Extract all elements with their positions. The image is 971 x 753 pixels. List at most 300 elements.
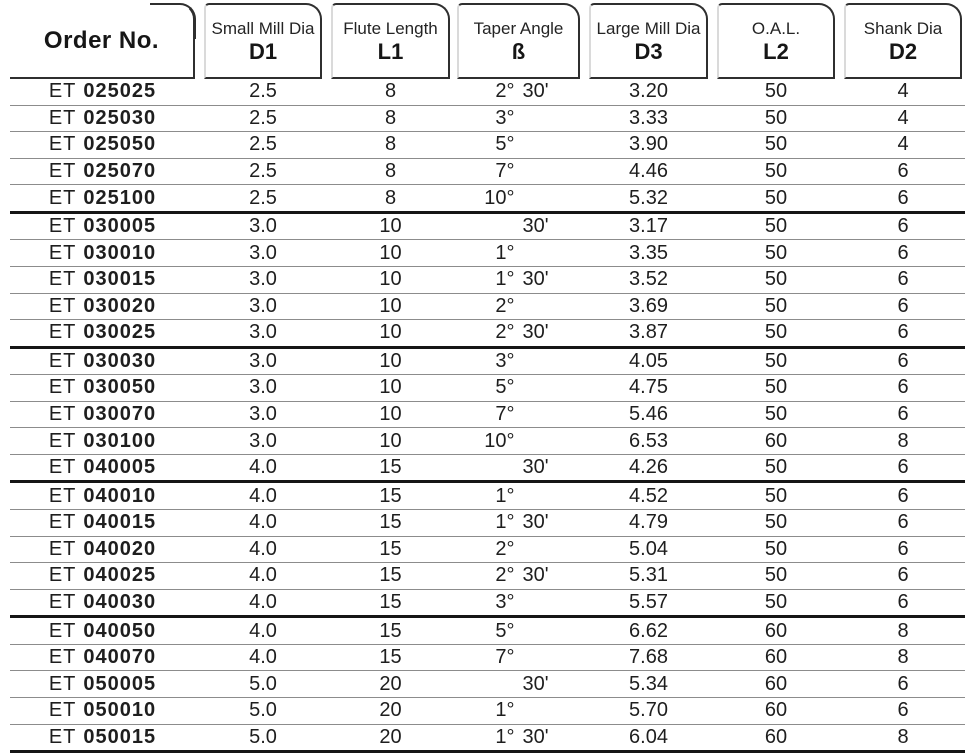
shank-dia-cell: 6 — [897, 159, 909, 182]
order-no-cell — [10, 159, 195, 185]
shank-dia-cell: 4 — [897, 80, 909, 103]
column-symbol: D1 — [248, 38, 278, 64]
taper-degrees: 5° — [495, 133, 515, 156]
order-prefix: ET — [48, 537, 77, 560]
taper-angle-cell — [457, 294, 580, 320]
small-mill-dia-cell: 3.0 — [249, 215, 277, 238]
taper-degrees: 5° — [495, 376, 515, 399]
flute-length-cell: 10 — [379, 241, 402, 264]
oal-cell: 50 — [764, 511, 788, 534]
oal-cell: 50 — [764, 106, 788, 129]
table-row — [10, 510, 965, 537]
small-mill-dia-cell: 2.5 — [249, 133, 277, 156]
small-mill-dia-cell: 3.0 — [249, 403, 277, 426]
small-mill-dia-cell: 3.0 — [249, 376, 277, 399]
shank-dia-cell: 8 — [897, 619, 909, 642]
small-mill-dia-cell: 3.0 — [249, 429, 277, 452]
large-mill-dia-cell: 4.46 — [629, 159, 668, 182]
order-no-cell — [10, 79, 195, 105]
shank-dia-cell: 6 — [897, 511, 909, 534]
column-symbol: D3 — [634, 38, 663, 64]
shank-dia-cell: 6 — [897, 349, 909, 372]
order-prefix: ET — [48, 321, 77, 344]
order-no-cell — [10, 106, 195, 132]
taper-angle-cell — [457, 106, 580, 132]
flute-length-cell: 8 — [384, 106, 397, 129]
flute-length-cell: 15 — [379, 646, 402, 669]
taper-degrees: 3° — [495, 106, 515, 129]
table-row — [10, 132, 965, 159]
oal-cell: 50 — [764, 215, 788, 238]
taper-degrees: 2° — [495, 564, 515, 587]
taper-minutes: 30' — [522, 456, 549, 479]
order-prefix: ET — [48, 672, 77, 695]
order-prefix: ET — [48, 456, 77, 479]
table-row — [10, 294, 965, 321]
table-row — [10, 402, 965, 429]
taper-angle-cell — [457, 671, 580, 697]
shank-dia-cell: 8 — [897, 725, 909, 748]
taper-angle-cell — [457, 402, 580, 428]
oal-cell: 60 — [764, 699, 788, 722]
table-row — [10, 645, 965, 672]
shank-dia-cell: 6 — [897, 268, 909, 291]
shank-dia-cell: 6 — [897, 484, 909, 507]
order-no-cell — [10, 483, 195, 509]
oal-cell: 50 — [764, 159, 788, 182]
large-mill-dia-cell: 6.53 — [629, 429, 668, 452]
small-mill-dia-cell: 4.0 — [249, 484, 277, 507]
large-mill-dia-cell: 3.90 — [629, 133, 668, 156]
flute-length-cell: 10 — [379, 294, 402, 317]
taper-angle-cell — [457, 428, 580, 454]
taper-degrees: 2° — [495, 321, 515, 344]
large-mill-dia-cell: 5.32 — [629, 186, 668, 209]
order-prefix: ET — [48, 484, 77, 507]
taper-degrees: 7° — [495, 159, 515, 182]
order-number: 030010 — [83, 241, 157, 264]
order-prefix: ET — [48, 241, 77, 264]
taper-angle-cell — [457, 537, 580, 563]
table-row — [10, 563, 965, 590]
order-no-cell — [10, 537, 195, 563]
table-row — [10, 698, 965, 725]
shank-dia-cell: 6 — [897, 186, 909, 209]
order-number: 040070 — [83, 646, 157, 669]
table-row — [10, 106, 965, 133]
order-prefix: ET — [48, 646, 77, 669]
order-no-cell — [10, 214, 195, 240]
order-no-cell — [10, 428, 195, 454]
column-title: Taper Angle — [473, 18, 564, 38]
table-row — [10, 214, 965, 241]
order-no-cell — [10, 375, 195, 401]
order-prefix: ET — [48, 376, 77, 399]
oal-cell: 50 — [764, 484, 788, 507]
order-prefix: ET — [48, 403, 77, 426]
large-mill-dia-cell: 3.33 — [629, 106, 668, 129]
order-prefix: ET — [48, 564, 77, 587]
table-row — [10, 79, 965, 106]
flute-length-cell: 8 — [384, 159, 397, 182]
oal-cell: 50 — [764, 403, 788, 426]
flute-length-cell: 10 — [379, 429, 402, 452]
large-mill-dia-cell: 7.68 — [629, 646, 668, 669]
large-mill-dia-cell: 5.70 — [629, 699, 668, 722]
shank-dia-cell: 6 — [897, 564, 909, 587]
order-prefix: ET — [48, 80, 77, 103]
small-mill-dia-cell: 5.0 — [249, 725, 277, 748]
small-mill-dia-cell: 4.0 — [249, 537, 277, 560]
header-flute-length — [331, 3, 450, 79]
flute-length-cell: 15 — [379, 511, 402, 534]
taper-degrees: 1° — [495, 511, 515, 534]
order-number: 040025 — [83, 564, 157, 587]
taper-degrees: 5° — [495, 619, 515, 642]
taper-angle-cell — [457, 132, 580, 158]
order-number: 030005 — [83, 215, 157, 238]
flute-length-cell: 8 — [384, 186, 397, 209]
order-prefix: ET — [48, 159, 77, 182]
table-row — [10, 671, 965, 698]
small-mill-dia-cell: 5.0 — [249, 699, 277, 722]
table-row — [10, 455, 965, 484]
column-title: Small Mill Dia — [211, 18, 315, 38]
order-prefix: ET — [48, 349, 77, 372]
flute-length-cell: 10 — [379, 268, 402, 291]
taper-angle-cell — [457, 349, 580, 375]
column-symbol: D2 — [888, 38, 918, 64]
order-number: 040010 — [83, 484, 157, 507]
order-no-cell — [10, 349, 195, 375]
taper-angle-cell — [457, 214, 580, 240]
oal-cell: 50 — [764, 186, 788, 209]
small-mill-dia-cell: 5.0 — [249, 672, 277, 695]
order-number: 025050 — [83, 133, 157, 156]
order-no-cell — [10, 510, 195, 536]
order-prefix: ET — [48, 429, 77, 452]
order-number: 025100 — [83, 186, 157, 209]
order-number: 050015 — [83, 725, 157, 748]
taper-angle-cell — [457, 79, 580, 105]
order-prefix: ET — [48, 268, 77, 291]
taper-degrees: 10° — [484, 186, 515, 209]
taper-minutes: 30' — [522, 80, 549, 103]
large-mill-dia-cell: 3.52 — [629, 268, 668, 291]
oal-cell: 50 — [764, 268, 788, 291]
oal-cell: 50 — [764, 349, 788, 372]
column-title: Flute Length — [343, 18, 438, 38]
small-mill-dia-cell: 2.5 — [249, 186, 277, 209]
order-number: 030015 — [83, 268, 157, 291]
oal-cell: 60 — [764, 725, 788, 748]
taper-angle-cell — [457, 375, 580, 401]
oal-cell: 50 — [764, 321, 788, 344]
order-number: 050010 — [83, 699, 157, 722]
large-mill-dia-cell: 4.26 — [629, 456, 668, 479]
shank-dia-cell: 4 — [897, 133, 909, 156]
table-row — [10, 159, 965, 186]
small-mill-dia-cell: 4.0 — [249, 590, 277, 613]
column-title: O.A.L. — [751, 18, 801, 38]
order-prefix: ET — [48, 186, 77, 209]
header-large-mill-dia — [589, 3, 708, 79]
flute-length-cell: 15 — [379, 537, 402, 560]
shank-dia-cell: 6 — [897, 590, 909, 613]
table-row — [10, 483, 965, 510]
column-title: Order No. — [43, 27, 160, 54]
taper-degrees: 1° — [495, 484, 515, 507]
order-prefix: ET — [48, 106, 77, 129]
order-prefix: ET — [48, 725, 77, 748]
taper-degrees: 2° — [495, 294, 515, 317]
taper-angle-cell — [457, 698, 580, 724]
column-symbol: L2 — [763, 38, 789, 64]
taper-degrees: 2° — [495, 537, 515, 560]
order-no-cell — [10, 671, 195, 697]
large-mill-dia-cell: 6.04 — [629, 725, 668, 748]
oal-cell: 50 — [764, 133, 788, 156]
large-mill-dia-cell: 4.05 — [629, 349, 668, 372]
taper-degrees: 1° — [495, 699, 515, 722]
taper-angle-cell — [457, 159, 580, 185]
small-mill-dia-cell: 2.5 — [249, 80, 277, 103]
order-number: 030050 — [83, 376, 157, 399]
flute-length-cell: 20 — [379, 672, 402, 695]
order-no-cell — [10, 725, 195, 751]
taper-angle-cell — [457, 590, 580, 616]
flute-length-cell: 15 — [379, 590, 402, 613]
order-number: 040020 — [83, 537, 157, 560]
shank-dia-cell: 8 — [897, 646, 909, 669]
table-row — [10, 240, 965, 267]
taper-degrees: 10° — [484, 429, 515, 452]
large-mill-dia-cell: 5.04 — [629, 537, 668, 560]
taper-angle-cell — [457, 455, 580, 481]
flute-length-cell: 10 — [379, 376, 402, 399]
taper-minutes: 30' — [522, 564, 549, 587]
taper-minutes: 30' — [522, 725, 549, 748]
flute-length-cell: 15 — [379, 484, 402, 507]
flute-length-cell: 8 — [384, 133, 397, 156]
order-number: 040015 — [83, 511, 157, 534]
taper-minutes: 30' — [522, 268, 549, 291]
large-mill-dia-cell: 3.17 — [629, 215, 668, 238]
order-no-cell — [10, 402, 195, 428]
oal-cell: 50 — [764, 241, 788, 264]
order-no-cell — [10, 294, 195, 320]
flute-length-cell: 10 — [379, 349, 402, 372]
taper-degrees: 1° — [495, 241, 515, 264]
header-order-no — [10, 3, 195, 79]
table-row — [10, 725, 965, 753]
taper-angle-cell — [457, 618, 580, 644]
shank-dia-cell: 6 — [897, 403, 909, 426]
taper-angle-cell — [457, 563, 580, 589]
small-mill-dia-cell: 4.0 — [249, 511, 277, 534]
large-mill-dia-cell: 5.57 — [629, 590, 668, 613]
large-mill-dia-cell: 3.87 — [629, 321, 668, 344]
table-row — [10, 618, 965, 645]
order-prefix: ET — [48, 294, 77, 317]
flute-length-cell: 10 — [379, 321, 402, 344]
header-oal — [717, 3, 835, 79]
shank-dia-cell: 6 — [897, 294, 909, 317]
order-no-cell — [10, 240, 195, 266]
column-symbol: ß — [511, 38, 526, 64]
small-mill-dia-cell: 3.0 — [249, 294, 277, 317]
taper-angle-cell — [457, 320, 580, 346]
flute-length-cell: 8 — [384, 80, 397, 103]
flute-length-cell: 15 — [379, 619, 402, 642]
large-mill-dia-cell: 3.35 — [629, 241, 668, 264]
taper-minutes: 30' — [522, 215, 549, 238]
taper-degrees: 1° — [495, 725, 515, 748]
oal-cell: 50 — [764, 80, 788, 103]
taper-degrees: 2° — [495, 80, 515, 103]
order-number: 025025 — [83, 80, 157, 103]
table-row — [10, 349, 965, 376]
table-row — [10, 428, 965, 455]
taper-angle-cell — [457, 483, 580, 509]
taper-degrees: 1° — [495, 268, 515, 291]
shank-dia-cell: 6 — [897, 456, 909, 479]
large-mill-dia-cell: 6.62 — [629, 619, 668, 642]
small-mill-dia-cell: 4.0 — [249, 619, 277, 642]
order-no-cell — [10, 590, 195, 616]
order-no-cell — [10, 618, 195, 644]
shank-dia-cell: 8 — [897, 429, 909, 452]
order-no-cell — [10, 455, 195, 481]
oal-cell: 50 — [764, 564, 788, 587]
order-prefix: ET — [48, 215, 77, 238]
order-number: 030100 — [83, 429, 157, 452]
order-number: 040030 — [83, 590, 157, 613]
oal-cell: 60 — [764, 672, 788, 695]
order-number: 025030 — [83, 106, 157, 129]
order-number: 030020 — [83, 294, 157, 317]
table-row — [10, 320, 965, 349]
taper-minutes: 30' — [522, 672, 549, 695]
table-body — [10, 79, 965, 753]
order-no-cell — [10, 563, 195, 589]
order-no-cell — [10, 267, 195, 293]
order-number: 030070 — [83, 403, 157, 426]
order-number: 040005 — [83, 456, 157, 479]
table-row — [10, 185, 965, 214]
shank-dia-cell: 6 — [897, 537, 909, 560]
oal-cell: 60 — [764, 646, 788, 669]
header-shank-dia — [844, 3, 962, 79]
oal-cell: 50 — [764, 537, 788, 560]
large-mill-dia-cell: 5.46 — [629, 403, 668, 426]
small-mill-dia-cell: 2.5 — [249, 159, 277, 182]
table-row — [10, 267, 965, 294]
oal-cell: 50 — [764, 590, 788, 613]
order-prefix: ET — [48, 511, 77, 534]
oal-cell: 60 — [764, 429, 788, 452]
flute-length-cell: 15 — [379, 564, 402, 587]
small-mill-dia-cell: 3.0 — [249, 321, 277, 344]
order-prefix: ET — [48, 590, 77, 613]
large-mill-dia-cell: 5.31 — [629, 564, 668, 587]
taper-degrees: 7° — [495, 403, 515, 426]
order-prefix: ET — [48, 133, 77, 156]
oal-cell: 50 — [764, 456, 788, 479]
taper-degrees: 3° — [495, 590, 515, 613]
taper-angle-cell — [457, 240, 580, 266]
small-mill-dia-cell: 4.0 — [249, 564, 277, 587]
shank-dia-cell: 6 — [897, 215, 909, 238]
tab-corner — [150, 3, 196, 39]
large-mill-dia-cell: 3.20 — [629, 80, 668, 103]
order-prefix: ET — [48, 699, 77, 722]
order-number: 025070 — [83, 159, 157, 182]
taper-angle-cell — [457, 185, 580, 211]
large-mill-dia-cell: 4.75 — [629, 376, 668, 399]
taper-angle-cell — [457, 725, 580, 751]
table-row — [10, 375, 965, 402]
order-no-cell — [10, 320, 195, 346]
shank-dia-cell: 6 — [897, 672, 909, 695]
flute-length-cell: 20 — [379, 699, 402, 722]
table-row — [10, 537, 965, 564]
taper-minutes: 30' — [522, 321, 549, 344]
large-mill-dia-cell: 3.69 — [629, 294, 668, 317]
order-no-cell — [10, 698, 195, 724]
large-mill-dia-cell: 4.79 — [629, 511, 668, 534]
order-number: 030030 — [83, 349, 157, 372]
table-row — [10, 590, 965, 619]
header-small-mill-dia — [204, 3, 322, 79]
flute-length-cell: 15 — [379, 456, 402, 479]
oal-cell: 60 — [764, 619, 788, 642]
oal-cell: 50 — [764, 376, 788, 399]
header-taper-angle — [457, 3, 580, 79]
table-header — [0, 0, 971, 79]
flute-length-cell: 20 — [379, 725, 402, 748]
column-title: Large Mill Dia — [596, 18, 701, 38]
shank-dia-cell: 6 — [897, 699, 909, 722]
shank-dia-cell: 4 — [897, 106, 909, 129]
taper-degrees: 3° — [495, 349, 515, 372]
small-mill-dia-cell: 3.0 — [249, 241, 277, 264]
flute-length-cell: 10 — [379, 403, 402, 426]
taper-angle-cell — [457, 645, 580, 671]
order-no-cell — [10, 645, 195, 671]
small-mill-dia-cell: 4.0 — [249, 646, 277, 669]
shank-dia-cell: 6 — [897, 321, 909, 344]
column-title: Shank Dia — [863, 18, 943, 38]
column-symbol: L1 — [377, 38, 404, 64]
small-mill-dia-cell: 4.0 — [249, 456, 277, 479]
taper-angle-cell — [457, 510, 580, 536]
taper-minutes: 30' — [522, 511, 549, 534]
flute-length-cell: 10 — [379, 215, 402, 238]
order-no-cell — [10, 132, 195, 158]
order-prefix: ET — [48, 619, 77, 642]
large-mill-dia-cell: 4.52 — [629, 484, 668, 507]
small-mill-dia-cell: 3.0 — [249, 268, 277, 291]
small-mill-dia-cell: 3.0 — [249, 349, 277, 372]
order-no-cell — [10, 185, 195, 211]
small-mill-dia-cell: 2.5 — [249, 106, 277, 129]
order-number: 040050 — [83, 619, 157, 642]
large-mill-dia-cell: 5.34 — [629, 672, 668, 695]
shank-dia-cell: 6 — [897, 241, 909, 264]
order-number: 050005 — [83, 672, 157, 695]
taper-degrees: 7° — [495, 646, 515, 669]
